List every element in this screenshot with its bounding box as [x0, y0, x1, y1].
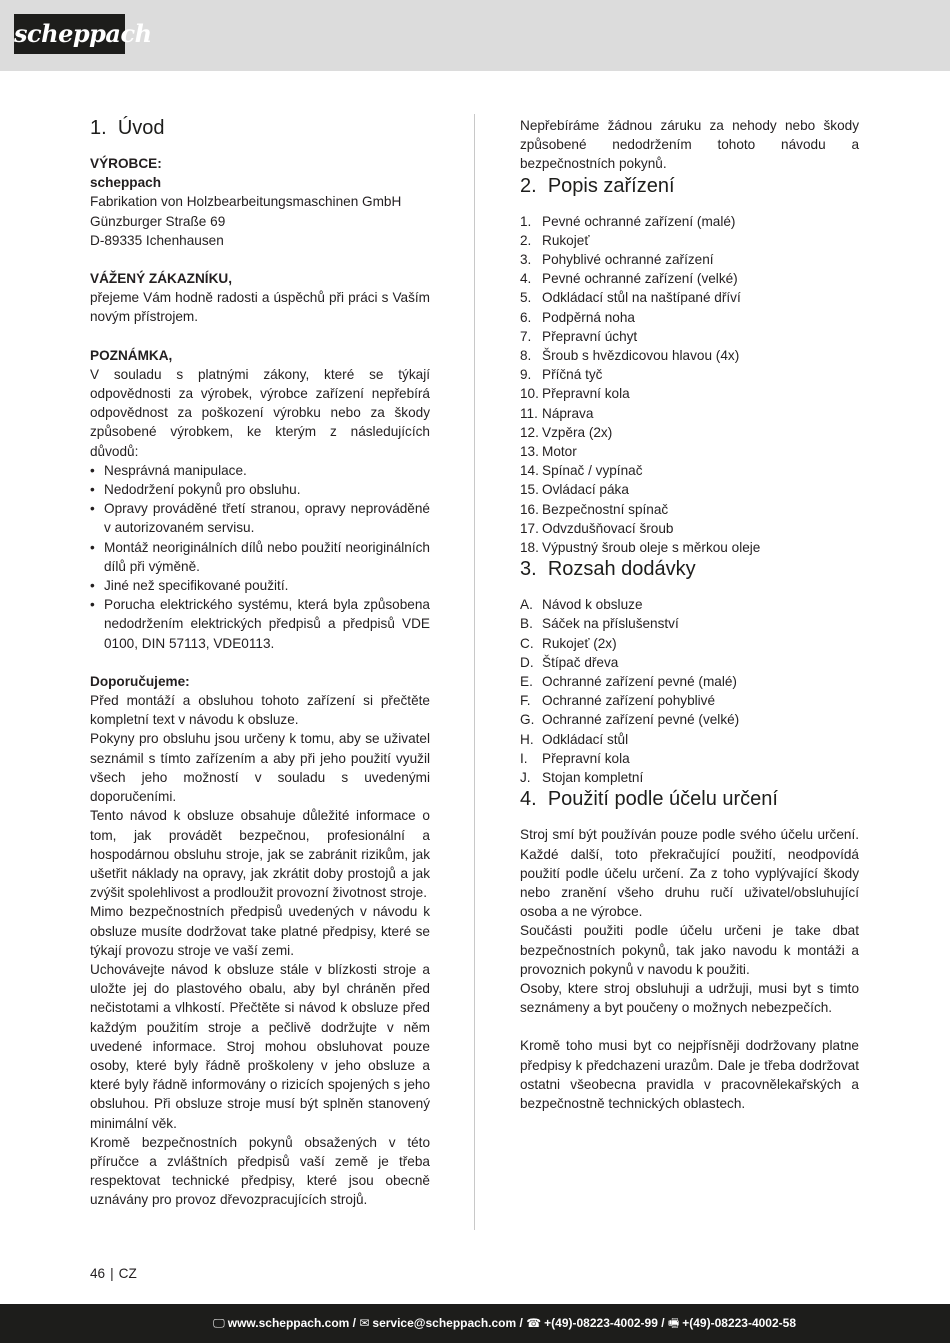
spacer [520, 1017, 859, 1036]
bullet-item: • Nesprávná manipulace. [90, 461, 430, 480]
delivery-item-text: Odkládací stůl [542, 731, 629, 747]
header-band [0, 0, 950, 71]
device-part-item-number: 8. [520, 348, 532, 364]
device-part-item [520, 365, 859, 384]
device-part-item-number: 2. [520, 232, 532, 248]
device-part-item-text: Pohyblivé ochranné zařízení [542, 252, 714, 268]
delivery-item-text: Ochranné zařízení pevné (velké) [542, 712, 740, 728]
section-4-heading: Použití podle účelu určení [547, 788, 778, 811]
delivery-item [520, 730, 859, 749]
bullet-item: • Montáž neoriginálních dílů nebo použití neoriginálních dílů při výměně. [90, 538, 430, 576]
device-part-item-text: Bezpečnostní spínač [542, 501, 669, 517]
device-part-item-number: 4. [520, 271, 532, 287]
recommend-paragraph: Tento návod k obsluze obsahuje důležité informace o tom, jak provádět bezpečnou, profesionální a hospodárnou obsluhu stroje, jak se zabránit rizikům, jak ušetřit náklady na opravy, jak zkrátit doby prostojů a jak zvýšit spolehlivost a prodloužit provozní životnost stroje. [90, 808, 430, 901]
recommend-paragraph: Před montáží a obsluhou tohoto zařízení si přečtěte kompletní text v návodu k obsluze. [90, 693, 430, 728]
bullet-item: • Nedodržení pokynů pro obsluhu. [90, 480, 430, 499]
device-part-item [520, 519, 859, 538]
device-part-item-number: 3. [520, 252, 532, 268]
delivery-item [520, 672, 859, 691]
page-language: CZ [118, 1266, 137, 1281]
spacer [90, 250, 430, 269]
delivery-item [520, 653, 859, 672]
delivery-item [520, 710, 859, 729]
device-part-item-number: 12. [520, 424, 539, 440]
section-2-number: 2. [520, 174, 537, 197]
delivery-item [520, 768, 859, 787]
device-part-item-text: Odvzdušňovací šroub [542, 520, 674, 536]
device-part-item [520, 308, 859, 327]
footer-phone: +(49)-08223-4002-99 / [544, 1316, 665, 1330]
device-part-item-number: 7. [520, 328, 532, 344]
left-column [90, 116, 430, 1210]
delivery-item-number: G. [520, 712, 535, 728]
spacer [90, 653, 430, 672]
delivery-item-text: Sáček na příslušenství [542, 616, 679, 632]
delivery-item [520, 595, 859, 614]
monitor-icon: 🖵 [213, 1316, 225, 1330]
intended-use-final: Kromě toho musi byt co nejpřísněji dodržovany platne předpisy k předchazeni urazům. Dale je třeba dodržovat ostatni všeobecna pravidla v pracovnělekařských a bezpečnostně technických oblastech. [520, 1038, 859, 1111]
delivery-item-text: Ochranné zařízení pevné (malé) [542, 674, 737, 690]
device-part-item-number: 15. [520, 482, 539, 498]
section-3-title [520, 557, 859, 581]
device-part-item-number: 1. [520, 213, 532, 229]
device-part-item-number: 10. [520, 386, 539, 402]
device-part-item-text: Rukojeť [542, 232, 590, 248]
section-2-heading: Popis zařízení [547, 174, 675, 197]
delivery-item [520, 749, 859, 768]
device-part-item [520, 500, 859, 519]
device-part-item [520, 384, 859, 403]
delivery-item-number: B. [520, 616, 533, 632]
manufacturer-label: VÝROBCE: [90, 156, 162, 171]
device-part-item-number: 17. [520, 520, 539, 536]
delivery-item-number: E. [520, 674, 533, 690]
manufacturer-line: Fabrikation von Holzbearbeitungsmaschinen GmbH [90, 194, 402, 210]
device-part-item [520, 480, 859, 499]
device-part-item [520, 269, 859, 288]
page-number [90, 1264, 137, 1283]
device-part-item-number: 13. [520, 444, 539, 460]
device-part-item [520, 423, 859, 442]
bullet-item: • Jiné než specifikované použití. [90, 576, 430, 595]
device-part-item-number: 6. [520, 309, 532, 325]
note-text: V souladu s platnými zákony, které se týkají odpovědnosti za výrobek, výrobce zařízení nepřebírá odpovědnost za poškození výrobku nebo za škody způsobené výrobkem, ke kterým z následujících důvodů: [90, 366, 430, 459]
mail-icon: ✉ [359, 1316, 370, 1330]
device-part-item-text: Náprava [542, 405, 594, 421]
recommend-paragraph: Kromě bezpečnostních pokynů obsažených v této příručce a zvláštních předpisů vaší země je třeba respektovat technické předpisy, které jsou obecně uznávány pro provoz dřevozpracujících strojů. [90, 1134, 430, 1208]
device-part-item [520, 288, 859, 307]
delivery-item [520, 614, 859, 633]
scheppach-logo: scheppach [14, 14, 125, 54]
section-3-heading: Rozsah dodávky [547, 558, 696, 581]
delivery-item [520, 691, 859, 710]
device-part-item-text: Šroub s hvězdicovou hlavou (4x) [542, 348, 740, 364]
intended-use-paragraph: Osoby, ktere stroj obsluhuji a udržuji, musi byt s timto seznámeny a byt poučeny o možnych nebezpečích. [520, 980, 859, 1016]
section-3-number: 3. [520, 558, 537, 581]
page-separator: | [110, 1266, 114, 1281]
device-part-item [520, 404, 859, 423]
delivery-scope-list [520, 595, 859, 787]
footer-web[interactable]: www.scheppach.com / [227, 1316, 356, 1330]
device-part-item-number: 5. [520, 290, 532, 306]
delivery-item-text: Ochranné zařízení pohyblivé [542, 693, 716, 709]
device-part-item-text: Vzpěra (2x) [542, 424, 613, 440]
device-part-item-text: Pevné ochranné zařízení (malé) [542, 213, 736, 229]
device-part-item-text: Spínač / vypínač [542, 463, 643, 479]
delivery-item-number: D. [520, 654, 534, 670]
footer-bar [0, 1304, 950, 1343]
section-4-title [520, 787, 859, 811]
delivery-item-text: Rukojeť (2x) [542, 635, 617, 651]
page-number-value: 46 [90, 1266, 106, 1281]
section-2-title [520, 174, 859, 198]
device-part-item-text: Motor [542, 444, 577, 460]
device-part-item-number: 11. [520, 405, 538, 421]
footer-email[interactable]: service@scheppach.com / [372, 1316, 523, 1330]
device-part-item-number: 16. [520, 501, 539, 517]
delivery-item-text: Přepravní kola [542, 750, 630, 766]
note-bullet-list [90, 461, 430, 653]
footer-contacts [213, 1304, 796, 1343]
delivery-item-number: F. [520, 693, 531, 709]
delivery-item-number: H. [520, 731, 534, 747]
device-part-item [520, 538, 859, 557]
device-part-item-text: Pevné ochranné zařízení (velké) [542, 271, 738, 287]
device-part-item-text: Příčná tyč [542, 367, 603, 383]
device-part-item [520, 461, 859, 480]
section-1-number: 1. [90, 117, 107, 139]
column-divider [474, 114, 475, 1230]
recommend-paragraph: Pokyny pro obsluhu jsou určeny k tomu, aby se uživatel seznámil s tímto zařízením a aby při jeho použití využil všech jeho možností v souladu s uvedenými doporučeními. [90, 731, 430, 805]
fax-icon: 🖷 [667, 1316, 680, 1330]
bullet-item: • Opravy prováděné třetí stranou, opravy neprováděné v autorizovaném servisu. [90, 499, 430, 537]
device-part-item-text: Výpustný šroub oleje s měrkou oleje [542, 540, 761, 556]
intro-text: Nepřebíráme žádnou záruku za nehody nebo škody způsobené nedodržením tohoto návodu a bezpečnostních pokynů. [520, 118, 859, 172]
device-part-item-number: 9. [520, 367, 532, 383]
device-part-item [520, 250, 859, 269]
device-part-item-text: Přepravní úchyt [542, 328, 638, 344]
delivery-item [520, 634, 859, 653]
recommend-paragraph: Mimo bezpečnostních předpisů uvedených v návodu k obsluze musíte dodržovat take platné předpisy, které se týkají provozu stroje ve vaší zemi. [90, 904, 430, 958]
delivery-item-number: C. [520, 635, 534, 651]
device-part-item [520, 442, 859, 461]
note-label: POZNÁMKA, [90, 347, 173, 363]
device-part-item-number: 14. [520, 463, 539, 479]
device-part-item-text: Odkládací stůl na naštípané dříví [542, 290, 741, 306]
delivery-item-number: A. [520, 597, 533, 613]
device-part-item-text: Přepravní kola [542, 386, 630, 402]
manufacturer-name: scheppach [90, 175, 162, 191]
recommend-paragraph: Uchovávejte návod k obsluze stále v blízkosti stroje a uložte jej do plastového obalu, aby byl chráněn před nečistotami a vlhkostí. Přečtěte si návod k obsluze před každým použitím stroje a pečlivě dodržujte v něm uvedené informace. Stroj mohou obsluhovat pouze osoby, které byly řádně proškoleny v jeho obsluze a které byly řádně informovány o rizicích spojených s jeho obsluhou. Při obsluze stroje musí být splněn stanovený minimální věk. [90, 961, 430, 1131]
device-part-item-text: Podpěrná noha [542, 309, 635, 325]
customer-label: VÁŽENÝ ZÁKAZNÍKU, [90, 271, 232, 287]
device-part-item [520, 327, 859, 346]
manufacturer-line: D-89335 Ichenhausen [90, 232, 224, 248]
delivery-item-text: Štípač dřeva [542, 654, 619, 670]
device-part-item [520, 212, 859, 231]
phone-icon: ☎ [526, 1316, 542, 1330]
section-1-heading: Úvod [117, 117, 165, 139]
device-part-item [520, 231, 859, 250]
delivery-item-text: Stojan kompletní [542, 770, 644, 786]
intended-use-paragraph: Součásti použiti podle účelu určeni je take dbat bezpečnostních pokynů, tak jako navodu k montáži a provoznich pokynů v navodu k použiti. [520, 923, 859, 977]
recommend-label: Doporučujeme: [90, 673, 190, 689]
spacer [90, 327, 430, 346]
delivery-item-number: J. [520, 770, 531, 786]
customer-text: přejeme Vám hodně radosti a úspěchů při práci s Vaším novým přístrojem. [90, 290, 430, 325]
delivery-item-number: I. [520, 750, 528, 766]
device-part-item-number: 18. [520, 540, 539, 556]
section-1-title [90, 116, 430, 140]
right-column [520, 116, 859, 1113]
manufacturer-line: Günzburger Straße 69 [90, 213, 226, 229]
intended-use-paragraph: Stroj smí být používán pouze podle svého účelu určení. Každé další, toto překračující použití, neodpovídá použití podle účelu určení. Za z toho vyplývající škody nebo zranění všeho druhu ručí uživatel/obsluhující osoba a ne výrobce. [520, 827, 859, 920]
device-parts-list [520, 212, 859, 558]
device-part-item-text: Ovládací páka [542, 482, 629, 498]
bullet-item: • Porucha elektrického systému, která byla způsobena nedodržením elektrických předpisů a předpisů VDE 0100, DIN 57113, VDE0113. [90, 595, 430, 653]
device-part-item [520, 346, 859, 365]
delivery-item-text: Návod k obsluze [542, 597, 643, 613]
section-4-number: 4. [520, 788, 537, 811]
footer-fax: +(49)-08223-4002-58 [682, 1316, 796, 1330]
